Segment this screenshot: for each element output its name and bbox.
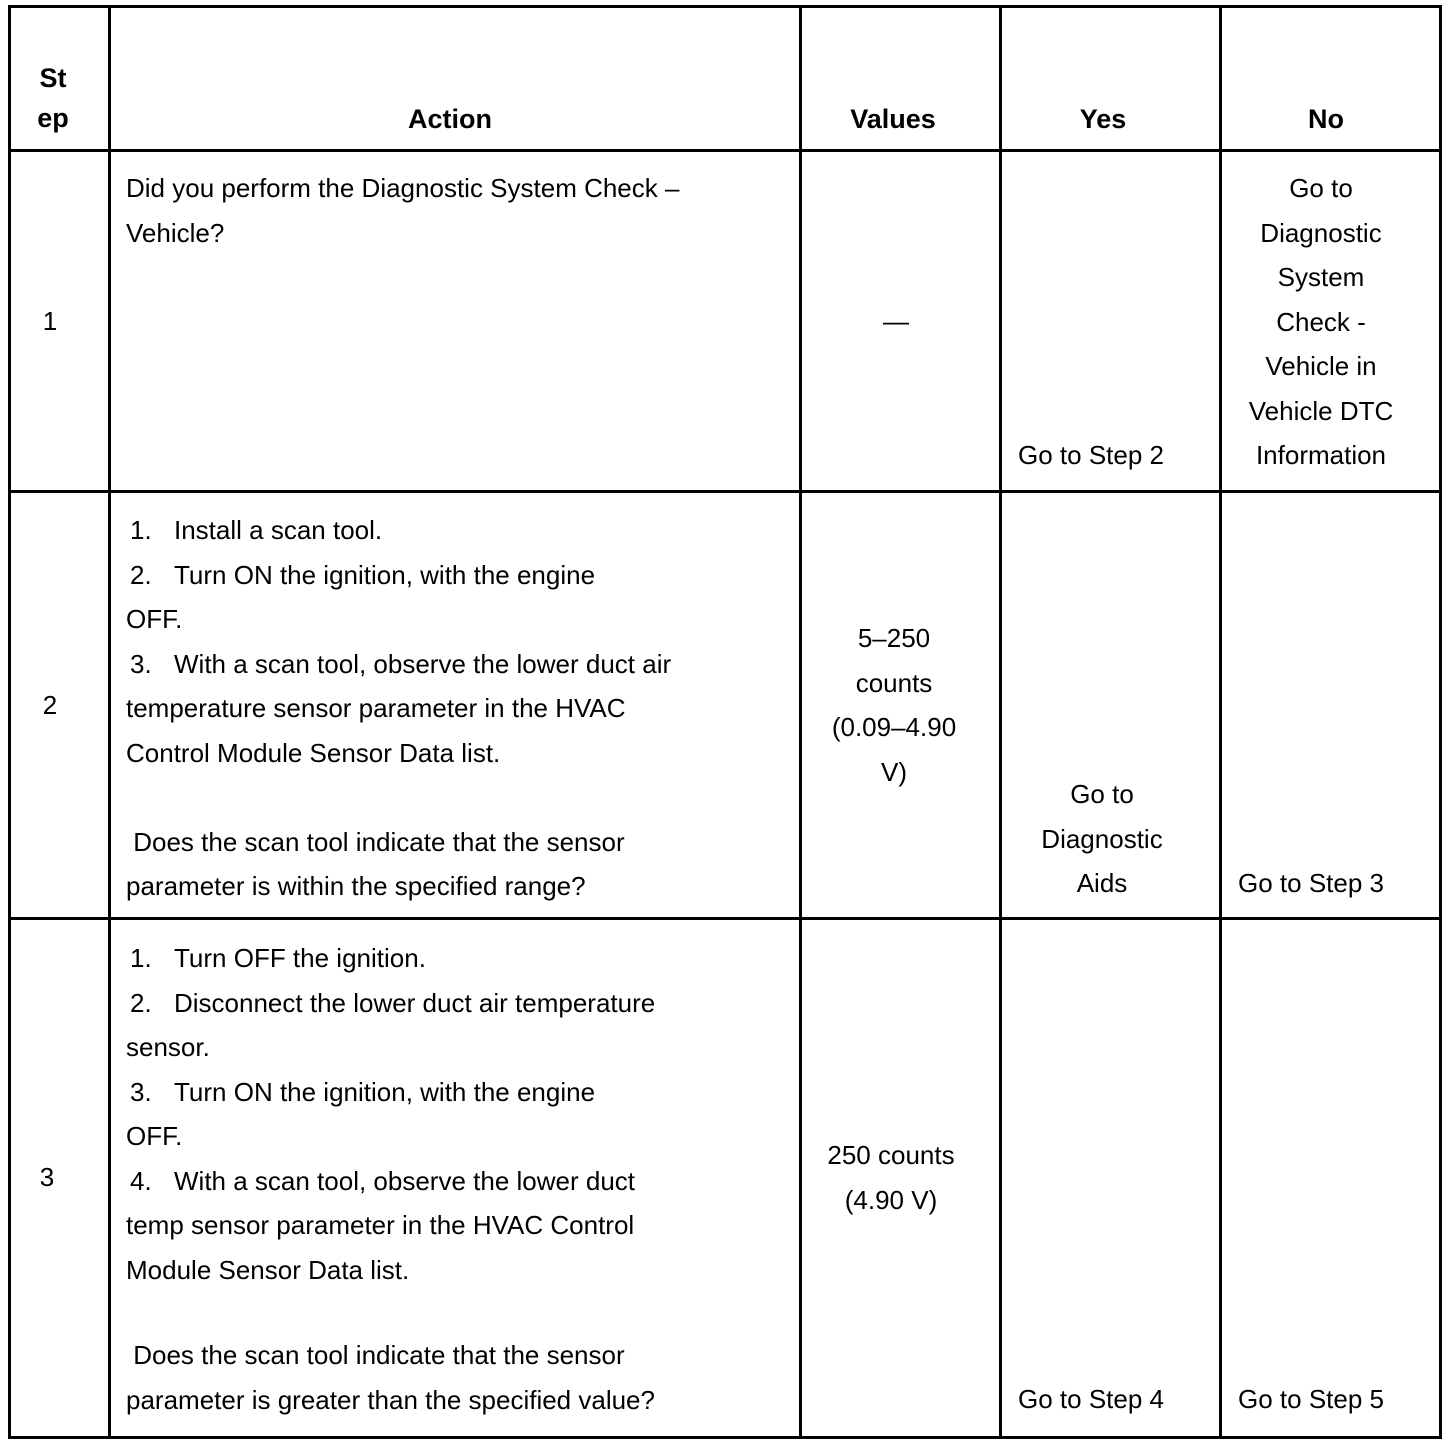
header-action: Action: [408, 104, 492, 134]
col-divider-step: [108, 5, 111, 1439]
header-step: [11, 58, 95, 138]
row1-value: —: [883, 306, 909, 336]
row-divider-1: [8, 490, 1442, 493]
row3-yes: Go to Step 4: [1018, 1384, 1164, 1414]
row1-no: Go to Diagnostic System Check - Vehicle in Vehicle DTC Information: [1248, 173, 1394, 470]
header-divider: [8, 149, 1442, 152]
row2-value: 5–250 counts (0.09–4.90 V): [831, 623, 957, 787]
row2-yes: Go to Diagnostic Aids: [1041, 779, 1163, 898]
list-item: 2. Turn ON the ignition, with the engine: [130, 559, 596, 590]
row3-action: 1. Turn OFF the ignition. 2. Disconnect the lower duct air temperature sensor. 3. Turn ON the ignition, with the engine OFF. 4. With a scan tool, observe the lower duct temp sensor parameter in the HVAC Control Module Sensor Data list.: [126, 936, 796, 1292]
row3-step: 3: [39, 1162, 55, 1192]
header-no: No: [1308, 104, 1344, 134]
row3-no: Go to Step 5: [1238, 1384, 1384, 1414]
row3-value: 250 counts (4.90 V): [827, 1140, 955, 1215]
list-item: 2. Disconnect the lower duct air temperature: [130, 987, 656, 1018]
header-yes: Yes: [1079, 104, 1127, 134]
list-item: 4. With a scan tool, observe the lower duct: [130, 1165, 636, 1196]
header-values: Values: [850, 104, 936, 134]
list-item: 3. Turn ON the ignition, with the engine: [130, 1076, 596, 1107]
row1-yes: Go to Step 2: [1018, 440, 1164, 470]
header-step-line2: ep: [37, 103, 69, 133]
col-divider-values: [999, 5, 1002, 1439]
row2-step: 2: [42, 690, 58, 720]
list-item: 3. With a scan tool, observe the lower duct air: [130, 648, 672, 679]
row3-question: Does the scan tool indicate that the sensor parameter is greater than the specified value?: [126, 1340, 655, 1415]
row-divider-2: [8, 917, 1442, 920]
header-step-line1: St: [39, 63, 67, 93]
row1-step: 1: [42, 306, 58, 336]
table-border-right: [1439, 5, 1442, 1439]
row1-action: Did you perform the Diagnostic System Check – Vehicle?: [126, 173, 680, 248]
list-item: 1. Turn OFF the ignition.: [130, 943, 426, 973]
row2-action: 1. Install a scan tool. 2. Turn ON the ignition, with the engine OFF. 3. With a scan tool, observe the lower duct air temperature sensor parameter in the HVAC Control Module Sensor Data list. Does the scan tool indicate that the sensor parameter is within the specified range?: [126, 508, 796, 909]
list-item: 1. Install a scan tool.: [130, 515, 383, 545]
table-border-top: [8, 5, 1442, 8]
row2-no: Go to Step 3: [1238, 868, 1384, 898]
table-border-bottom: [8, 1436, 1442, 1439]
